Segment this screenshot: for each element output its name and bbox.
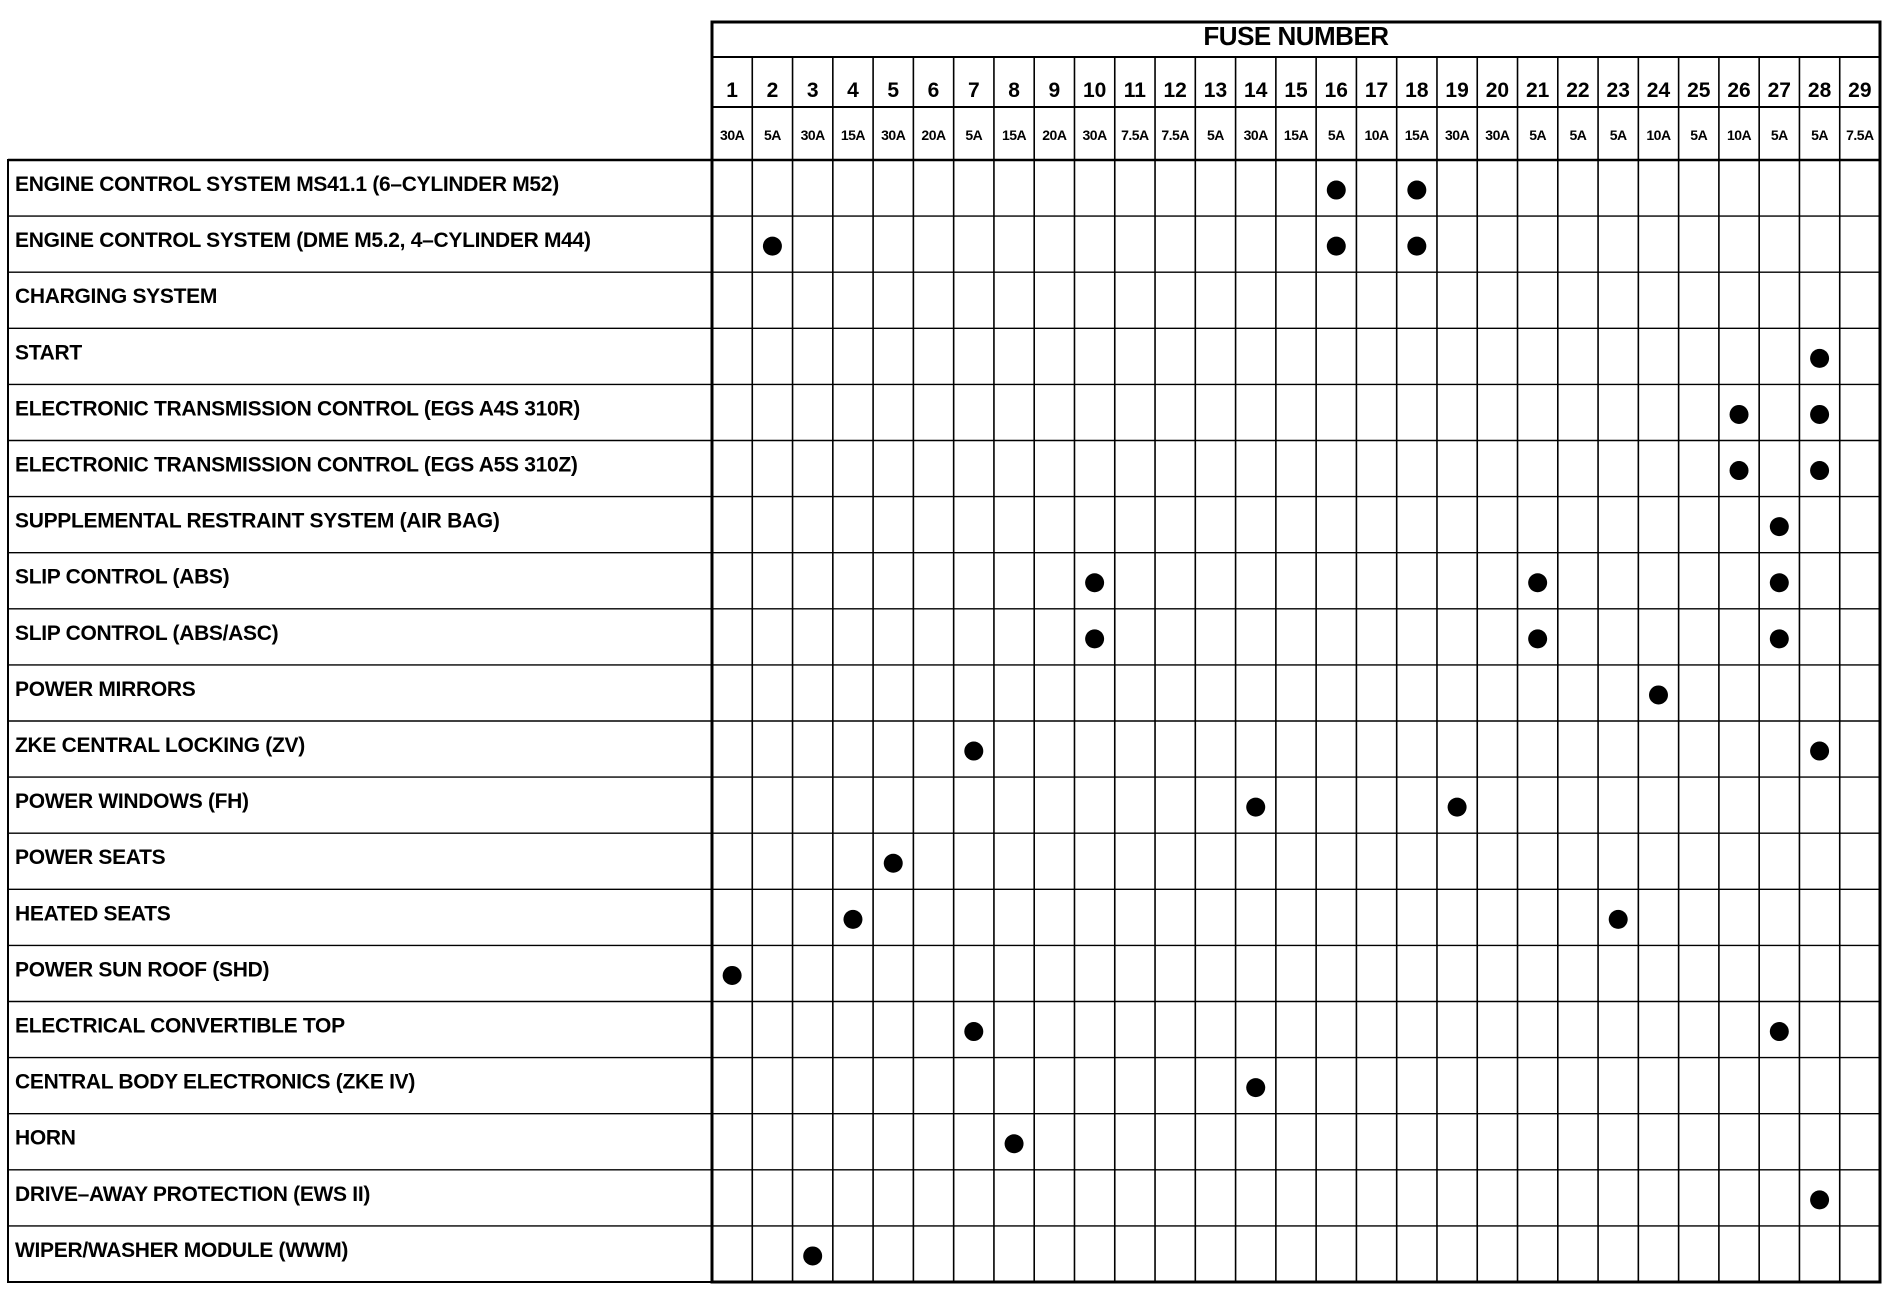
- fuse-number-14: 14: [1244, 79, 1268, 102]
- system-label: SLIP CONTROL (ABS/ASC): [15, 621, 279, 645]
- fuse-rating-5: 30A: [881, 127, 906, 143]
- fuse-dot: [1327, 237, 1346, 256]
- system-label: SUPPLEMENTAL RESTRAINT SYSTEM (AIR BAG): [15, 509, 500, 533]
- system-label: POWER SEATS: [15, 846, 166, 870]
- fuse-dot: [1528, 629, 1547, 648]
- fuse-dot: [1085, 573, 1104, 592]
- fuse-rating-29: 7.5A: [1846, 127, 1874, 143]
- fuse-number-25: 25: [1687, 79, 1711, 102]
- fuse-rating-17: 10A: [1364, 127, 1389, 143]
- system-label: HEATED SEATS: [15, 902, 171, 926]
- fuse-number-6: 6: [927, 79, 940, 102]
- fuse-number-9: 9: [1048, 79, 1061, 102]
- fuse-number-28: 28: [1807, 79, 1832, 102]
- fuse-rating-3: 30A: [800, 127, 825, 143]
- fuse-dot: [884, 854, 903, 873]
- fuse-number-16: 16: [1324, 79, 1348, 102]
- system-label: SLIP CONTROL (ABS): [15, 565, 230, 589]
- fuse-rating-22: 5A: [1569, 127, 1587, 143]
- system-label: START: [15, 341, 82, 365]
- system-label: POWER WINDOWS (FH): [15, 790, 249, 814]
- fuse-rating-20: 30A: [1485, 127, 1510, 143]
- fuse-dot: [1448, 798, 1467, 817]
- fuse-dot: [1810, 349, 1829, 368]
- fuse-dot: [1770, 1022, 1789, 1041]
- fuse-number-26: 26: [1727, 79, 1751, 102]
- fuse-rating-13: 5A: [1206, 127, 1224, 143]
- fuse-rating-11: 7.5A: [1121, 127, 1149, 143]
- fuse-dot: [1810, 1190, 1829, 1209]
- fuse-dot: [964, 742, 983, 761]
- fuse-rating-25: 5A: [1690, 127, 1708, 143]
- fuse-dot: [1770, 517, 1789, 536]
- fuse-number-12: 12: [1163, 79, 1187, 102]
- system-label: POWER MIRRORS: [15, 677, 196, 701]
- fuse-dot: [763, 237, 782, 256]
- fuse-number-1: 1: [726, 79, 738, 102]
- fuse-rating-16: 5A: [1327, 127, 1345, 143]
- system-label: CENTRAL BODY ELECTRONICS (ZKE IV): [15, 1070, 416, 1094]
- fuse-dot: [1407, 181, 1426, 200]
- fuse-dot: [1810, 405, 1829, 424]
- system-labels: [15, 173, 591, 1262]
- fuse-rating-9: 20A: [1042, 127, 1067, 143]
- system-label: ELECTRONIC TRANSMISSION CONTROL (EGS A5S 310Z): [15, 453, 578, 477]
- system-label: ZKE CENTRAL LOCKING (ZV): [15, 734, 305, 757]
- fuse-number-7: 7: [967, 79, 980, 102]
- system-label: ENGINE CONTROL SYSTEM MS41.1 (6–CYLINDER M52): [15, 173, 559, 196]
- fuse-number-3: 3: [806, 79, 819, 102]
- fuse-number-27: 27: [1767, 79, 1791, 102]
- fuse-dot: [843, 910, 862, 929]
- fuse-number-2: 2: [766, 79, 779, 102]
- fuse-rating-10: 30A: [1082, 127, 1107, 143]
- fuse-number-4: 4: [847, 79, 859, 102]
- fuse-number-8: 8: [1008, 79, 1020, 102]
- fuse-rating-26: 10A: [1726, 127, 1752, 143]
- fuse-dot: [803, 1246, 822, 1265]
- fuse-number-5: 5: [887, 79, 900, 102]
- fuse-rating-4: 15A: [840, 127, 866, 143]
- fuse-dot: [1770, 629, 1789, 648]
- fuse-rating-1: 30A: [720, 127, 745, 143]
- system-label: ELECTRICAL CONVERTIBLE TOP: [15, 1014, 345, 1038]
- fuse-number-29: 29: [1848, 79, 1872, 102]
- fuse-dot: [1770, 573, 1789, 592]
- fuse-dot: [1327, 181, 1346, 200]
- system-label: CHARGING SYSTEM: [15, 285, 218, 309]
- fuse-dot: [1730, 461, 1749, 480]
- fuse-number-10: 10: [1082, 79, 1107, 102]
- fuse-dot: [1085, 629, 1104, 648]
- fuse-rating-6: 20A: [921, 127, 946, 143]
- fuse-rating-27: 5A: [1770, 127, 1788, 143]
- fuse-number-18: 18: [1405, 79, 1429, 102]
- fuse-rating-2: 5A: [763, 127, 781, 143]
- fuse-rating-24: 10A: [1646, 127, 1671, 143]
- fuse-rating-23: 5A: [1609, 127, 1627, 143]
- fuse-number-19: 19: [1445, 79, 1469, 102]
- system-label: WIPER/WASHER MODULE (WWM): [15, 1238, 349, 1262]
- fuse-dot: [1246, 798, 1265, 817]
- system-label: ELECTRONIC TRANSMISSION CONTROL (EGS A4S 310R): [15, 397, 580, 421]
- fuse-dot: [1246, 1078, 1265, 1097]
- fuse-number-11: 11: [1123, 79, 1146, 102]
- fuse-rating-14: 30A: [1243, 127, 1268, 143]
- fuse-dot: [1609, 910, 1628, 929]
- fuse-rating-8: 15A: [1001, 127, 1027, 143]
- system-label: POWER SUN ROOF (SHD): [15, 958, 270, 982]
- fuse-rating-19: 30A: [1445, 127, 1470, 143]
- fuse-dot: [964, 1022, 983, 1041]
- fuse-rating-12: 7.5A: [1161, 127, 1189, 143]
- fuse-number-23: 23: [1606, 79, 1630, 102]
- fuse-number-20: 20: [1485, 79, 1510, 102]
- fuse-rating-15: 15A: [1283, 127, 1309, 143]
- fuse-dot: [1810, 742, 1829, 761]
- grid-frame: [712, 22, 1880, 1282]
- fuse-header-row: [720, 79, 1874, 143]
- fuse-dot: [723, 966, 742, 985]
- fuse-rating-18: 15A: [1404, 127, 1429, 143]
- fuse-rating-21: 5A: [1529, 127, 1547, 143]
- fuse-number-21: 21: [1525, 79, 1550, 102]
- fuse-number-13: 13: [1203, 79, 1228, 102]
- fuse-dot: [1005, 1134, 1024, 1153]
- fuse-number-17: 17: [1364, 79, 1389, 102]
- system-label: DRIVE–AWAY PROTECTION (EWS II): [15, 1182, 371, 1206]
- fuse-dot: [1810, 461, 1829, 480]
- fuse-number-22: 22: [1566, 79, 1590, 102]
- system-label: ENGINE CONTROL SYSTEM (DME M5.2, 4–CYLINDER M44): [15, 229, 591, 253]
- fuse-dot: [1730, 405, 1749, 424]
- fuse-dot: [1649, 685, 1668, 704]
- fuse-number-header: FUSE NUMBER: [1203, 21, 1389, 51]
- system-label: HORN: [15, 1126, 76, 1150]
- fuse-rating-28: 5A: [1811, 127, 1829, 143]
- fuse-rating-7: 5A: [965, 127, 983, 143]
- fuse-dot: [1407, 237, 1426, 256]
- fuse-number-24: 24: [1646, 79, 1671, 102]
- fuse-dot: [1528, 573, 1547, 592]
- fuse-number-15: 15: [1284, 79, 1308, 102]
